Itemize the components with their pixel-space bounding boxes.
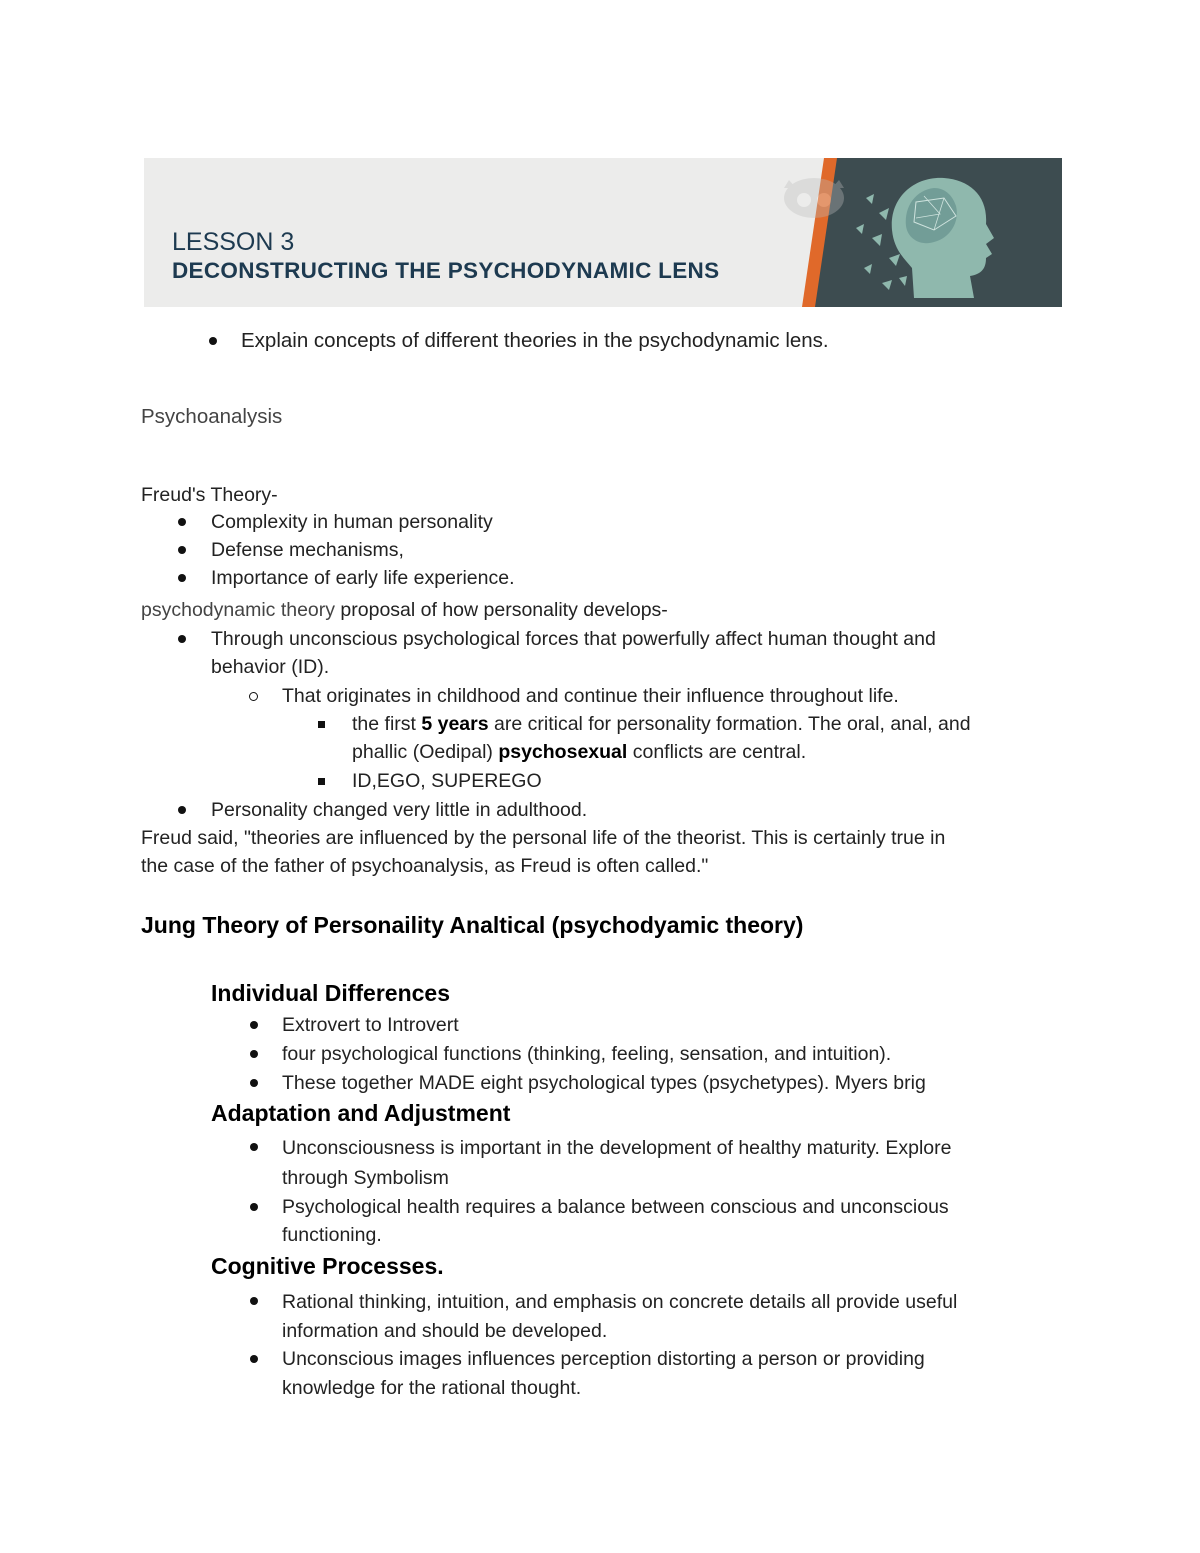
bullet-icon (250, 1079, 258, 1087)
proposal-term: psychodynamic theory (141, 599, 336, 621)
proposal-rest: proposal of how personality develops- (335, 599, 668, 621)
bullet-icon (178, 518, 186, 526)
individual-item-3: These together MADE eight psychological types (psychetypes). Myers brig (282, 1072, 926, 1094)
adaptation-item-1-line-1: Unconsciousness is important in the development of healthy maturity. Explore (282, 1137, 952, 1159)
bullet-icon (178, 806, 186, 814)
bullet-icon (250, 1050, 258, 1058)
years-post: are critical for personality formation. The oral, anal, and (488, 713, 971, 735)
bullet-icon (178, 574, 186, 582)
phallic-pre: phallic (Oedipal) (352, 741, 499, 763)
adulthood-line: Personality changed very little in adulthood. (211, 799, 588, 821)
adaptation-item-1-line-2: through Symbolism (282, 1167, 449, 1189)
objective-text: Explain concepts of different theories in the psychodynamic lens. (241, 329, 829, 352)
forces-line-1: Through unconscious psychological forces that powerfully affect human thought and (211, 628, 936, 650)
years-bold: 5 years (421, 713, 489, 735)
bullet-icon (209, 337, 217, 345)
phallic-bold: psychosexual (498, 741, 628, 763)
quote-line-2: the case of the father of psychoanalysis, as Freud is often called." (141, 855, 709, 877)
individual-item-2: four psychological functions (thinking, feeling, sensation, and intuition). (282, 1043, 892, 1065)
cognitive-item-2-line-1: Unconscious images influences perception distorting a person or providing (282, 1348, 925, 1370)
years-pre: the first (352, 713, 422, 735)
bullet-icon (250, 1203, 258, 1211)
bullet-icon (250, 1297, 258, 1305)
quote-line-1: Freud said, "theories are influenced by the personal life of the theorist. This is certainly true in (141, 827, 946, 849)
bullet-icon (250, 1021, 258, 1029)
cognitive-item-2-line-2: knowledge for the rational thought. (282, 1377, 582, 1399)
freud-bullet-2: Defense mechanisms, (211, 539, 404, 561)
adaptation-item-2-line-2: functioning. (282, 1224, 382, 1246)
phallic-line (352, 738, 806, 766)
freud-title: Freud's Theory- (141, 484, 278, 506)
cognitive-item-1-line-1: Rational thinking, intuition, and emphasis on concrete details all provide useful (282, 1291, 958, 1313)
square-bullet-icon (318, 721, 325, 728)
bullet-icon (178, 635, 186, 643)
bullet-icon (178, 546, 186, 554)
adaptation-item-2-line-1: Psychological health requires a balance between conscious and unconscious (282, 1196, 949, 1218)
psychoanalysis-heading: Psychoanalysis (141, 405, 283, 428)
origin-line: That originates in childhood and continue their influence throughout life. (282, 685, 899, 707)
freud-bullet-3: Importance of early life experience. (211, 567, 515, 589)
bullet-icon (250, 1355, 258, 1363)
cognitive-item-1-line-2: information and should be developed. (282, 1320, 608, 1342)
banner-lesson-label: LESSON 3 (172, 228, 295, 256)
freud-bullet-1: Complexity in human personality (211, 511, 493, 533)
owl-icon (784, 178, 844, 218)
bullet-icon (250, 1143, 258, 1151)
individual-heading: Individual Differences (211, 980, 451, 1006)
forces-line-2: behavior (ID). (211, 656, 330, 678)
proposal-line (141, 596, 668, 624)
banner-title: DECONSTRUCTING THE PSYCHODYNAMIC LENS (172, 258, 720, 283)
circle-bullet-icon (249, 692, 258, 701)
idego-line: ID,EGO, SUPEREGO (352, 770, 542, 792)
lesson-banner (144, 158, 1062, 307)
adaptation-heading: Adaptation and Adjustment (211, 1100, 511, 1126)
jung-title: Jung Theory of Personaility Analtical (psychodyamic theory) (141, 912, 804, 938)
cognitive-heading: Cognitive Processes. (211, 1253, 444, 1279)
individual-item-1: Extrovert to Introvert (282, 1014, 459, 1036)
years-line (352, 710, 971, 738)
square-bullet-icon (318, 778, 325, 785)
phallic-post: conflicts are central. (627, 741, 807, 763)
